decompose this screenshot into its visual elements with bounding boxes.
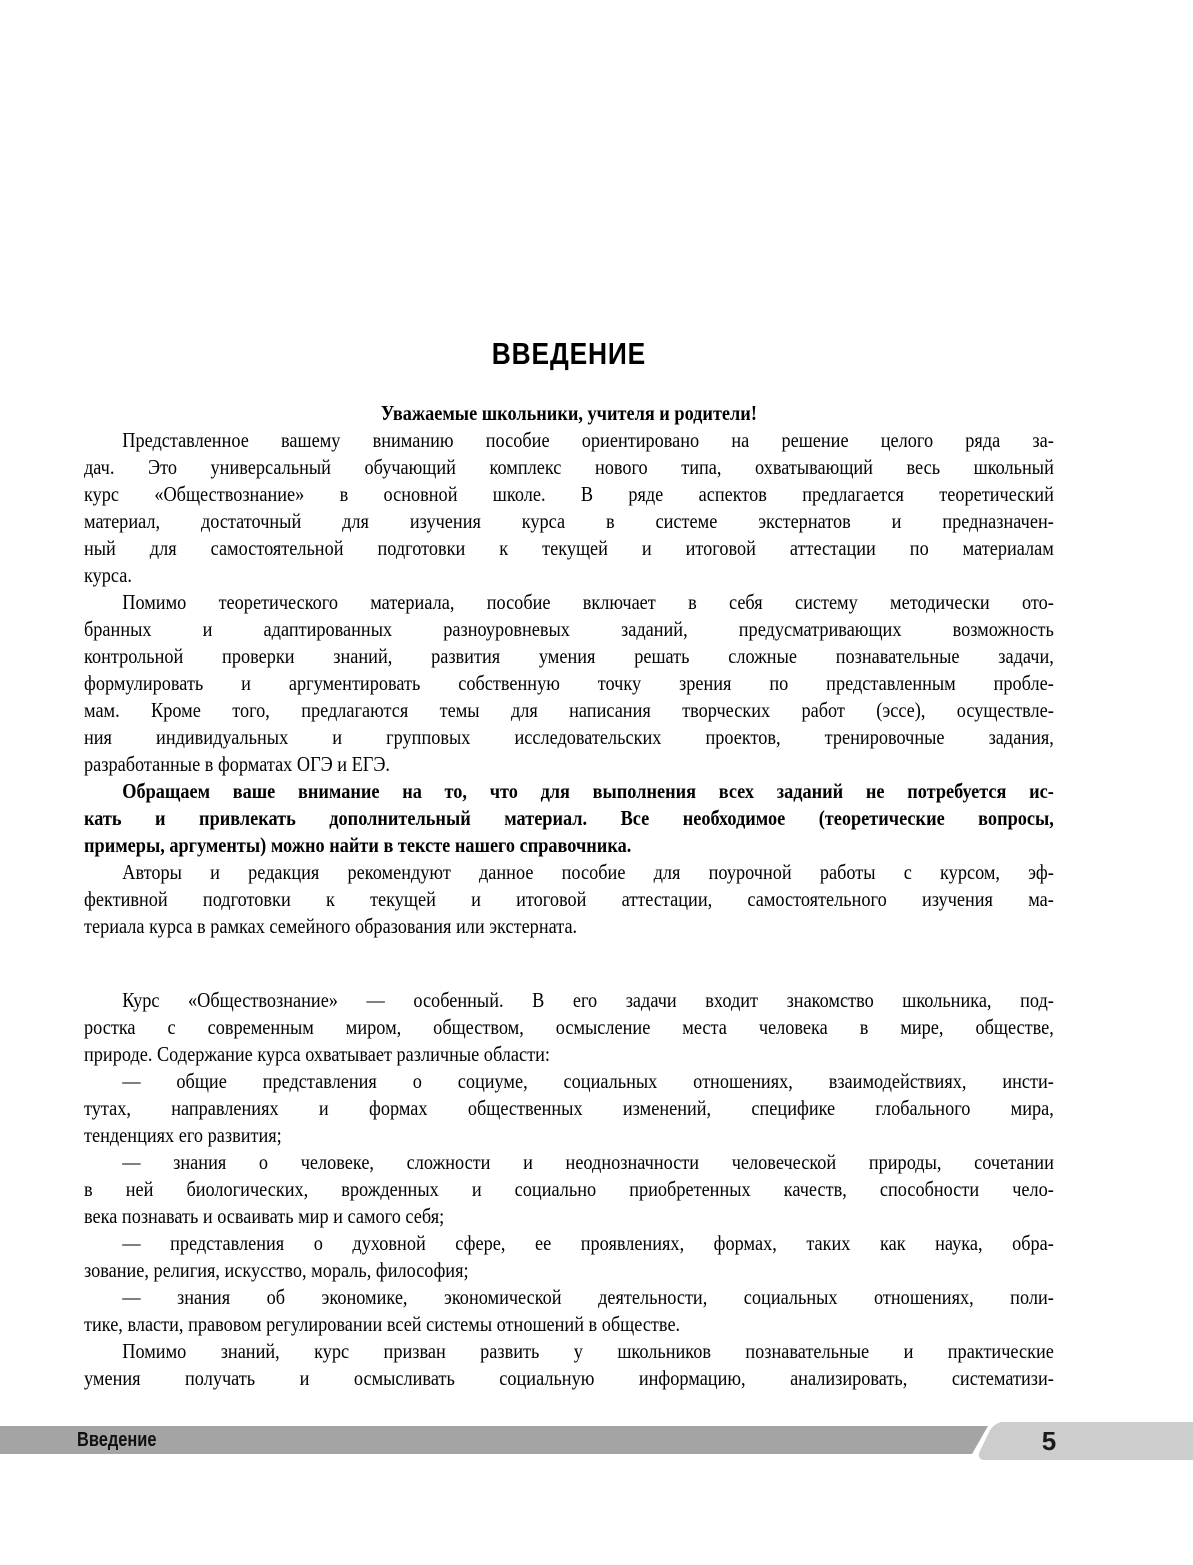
text-line: в ней биологических, врожденных и социально приобретенных качеств, способности чело- <box>84 1177 1054 1201</box>
paragraph <box>84 778 1054 859</box>
text-line: ния индивидуальных и групповых исследовательских проектов, тренировочные задания, <box>84 725 1054 749</box>
page-number: 5 <box>1041 1426 1057 1456</box>
paragraph <box>84 1068 1054 1149</box>
text-line: тенденциях его развития; <box>84 1123 282 1147</box>
text-line: Помимо знаний, курс призван развить у школьников познавательные и практические <box>122 1339 1054 1363</box>
footer-section-label: Введение <box>77 1429 157 1451</box>
text-line: тике, власти, правовом регулировании всей системы отношений в обществе. <box>84 1312 681 1336</box>
text-line: контрольной проверки знаний, развития умения решать сложные познавательные задачи, <box>84 644 1054 668</box>
text-line: формулировать и аргументировать собственную точку зрения по представленным пробле- <box>84 671 1054 695</box>
text-line: бранных и адаптированных разноуровневых заданий, предусматривающих возможность <box>84 617 1054 641</box>
paragraph <box>84 1338 1054 1392</box>
document-title: ВВЕДЕНИЕ <box>491 336 647 371</box>
paragraph <box>84 427 1054 589</box>
text-column <box>84 337 1054 1392</box>
text-line: века познавать и осваивать мир и самого себя; <box>84 1204 445 1228</box>
paragraph <box>84 987 1054 1068</box>
text-line: Обращаем ваше внимание на то, что для выполнения всех заданий не потребуется ис- <box>122 779 1054 803</box>
text-line: материал, достаточный для изучения курса в системе экстернатов и предназначен- <box>84 509 1054 533</box>
text-line: Курс «Обществознание» — особенный. В его задачи входит знакомство школьника, под- <box>122 988 1054 1012</box>
paragraph <box>84 589 1054 778</box>
body-paragraphs <box>84 427 1054 1392</box>
text-line: ростка с современным миром, обществом, осмысление места человека в мире, обществе, <box>84 1015 1054 1039</box>
text-line: — общие представления о социуме, социальных отношениях, взаимодействиях, инсти- <box>122 1069 1054 1093</box>
text-line: фективной подготовки к текущей и итоговой аттестации, самостоятельного изучения ма- <box>84 887 1054 911</box>
paragraph <box>84 1284 1054 1338</box>
text-line: териала курса в рамках семейного образования или экстерната. <box>84 914 578 938</box>
text-line: тутах, направлениях и формах общественных изменений, специфике глобального мира, <box>84 1096 1054 1120</box>
text-line: — представления о духовной сфере, ее проявлениях, формах, таких как наука, обра- <box>122 1231 1054 1255</box>
paragraph <box>84 1230 1054 1284</box>
text-line: — знания о человеке, сложности и неоднозначности человеческой природы, сочетании <box>122 1150 1054 1174</box>
text-line: умения получать и осмысливать социальную информацию, анализировать, систематизи- <box>84 1366 1054 1390</box>
text-line: дач. Это универсальный обучающий комплекс нового типа, охватывающий весь школьный <box>84 455 1054 479</box>
paragraph <box>84 859 1054 940</box>
text-line: Авторы и редакция рекомендуют данное пособие для поурочной работы с курсом, эф- <box>122 860 1054 884</box>
text-line: мам. Кроме того, предлагаются темы для написания творческих работ (эссе), осуществле- <box>84 698 1054 722</box>
text-line: курс «Обществознание» в основной школе. В ряде аспектов предлагается теоретический <box>84 482 1054 506</box>
text-line: разработанные в форматах ОГЭ и ЕГЭ. <box>84 752 390 776</box>
text-line: зование, религия, искусство, мораль, философия; <box>84 1258 469 1282</box>
text-line: курса. <box>84 563 132 587</box>
text-line: Помимо теоретического материала, пособие включает в себя систему методически ото- <box>122 590 1054 614</box>
text-line: кать и привлекать дополнительный материал. Все необходимое (теоретические вопросы, <box>84 806 1054 830</box>
paragraph <box>84 1149 1054 1230</box>
text-line: — знания об экономике, экономической деятельности, социальных отношениях, поли- <box>122 1285 1054 1309</box>
text-line: Представленное вашему вниманию пособие ориентировано на решение целого ряда за- <box>122 428 1054 452</box>
text-line: примеры, аргументы) можно найти в тексте нашего справочника. <box>84 833 632 857</box>
salutation-heading: Уважаемые школьники, учителя и родители! <box>380 401 757 425</box>
text-line: природе. Содержание курса охватывает различные области: <box>84 1042 550 1066</box>
text-line: ный для самостоятельной подготовки к текущей и итоговой аттестации по материалам <box>84 536 1054 560</box>
